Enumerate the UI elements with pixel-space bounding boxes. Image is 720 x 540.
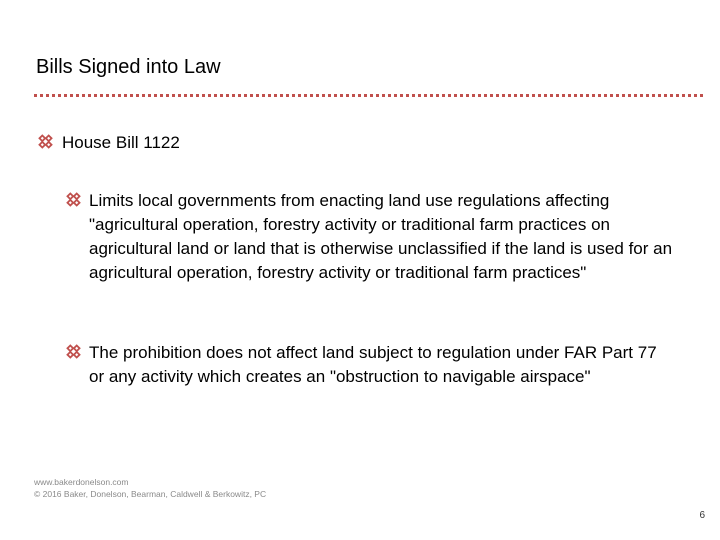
title-divider	[34, 94, 703, 97]
page-number: 6	[699, 510, 705, 521]
footer-copyright: © 2016 Baker, Donelson, Bearman, Caldwell & Berkowitz, PC	[34, 489, 267, 499]
slide-title: Bills Signed into Law	[36, 56, 221, 78]
bullet-level2-prohibition	[66, 341, 666, 389]
diamond-bullet-icon	[66, 192, 81, 207]
diamond-bullet-icon	[66, 344, 81, 359]
bullet-level2-limits	[66, 189, 686, 285]
bullet-level1-house-bill	[38, 131, 180, 155]
bullet-text: House Bill 1122	[62, 133, 180, 152]
diamond-bullet-icon	[38, 134, 53, 149]
footer-website: www.bakerdonelson.com	[34, 477, 129, 487]
footer	[34, 476, 266, 500]
bullet-text: The prohibition does not affect land subject to regulation under FAR Part 77 or any activity which creates an "obstruction to navigable airspace"	[89, 343, 657, 386]
bullet-text: Limits local governments from enacting land use regulations affecting "agricultural operation, forestry activity or traditional farm practices on agricultural land or land that is otherwise unclassified if the land is used for an agricultural operation, forestry activity or traditional farm practices"	[89, 191, 673, 282]
